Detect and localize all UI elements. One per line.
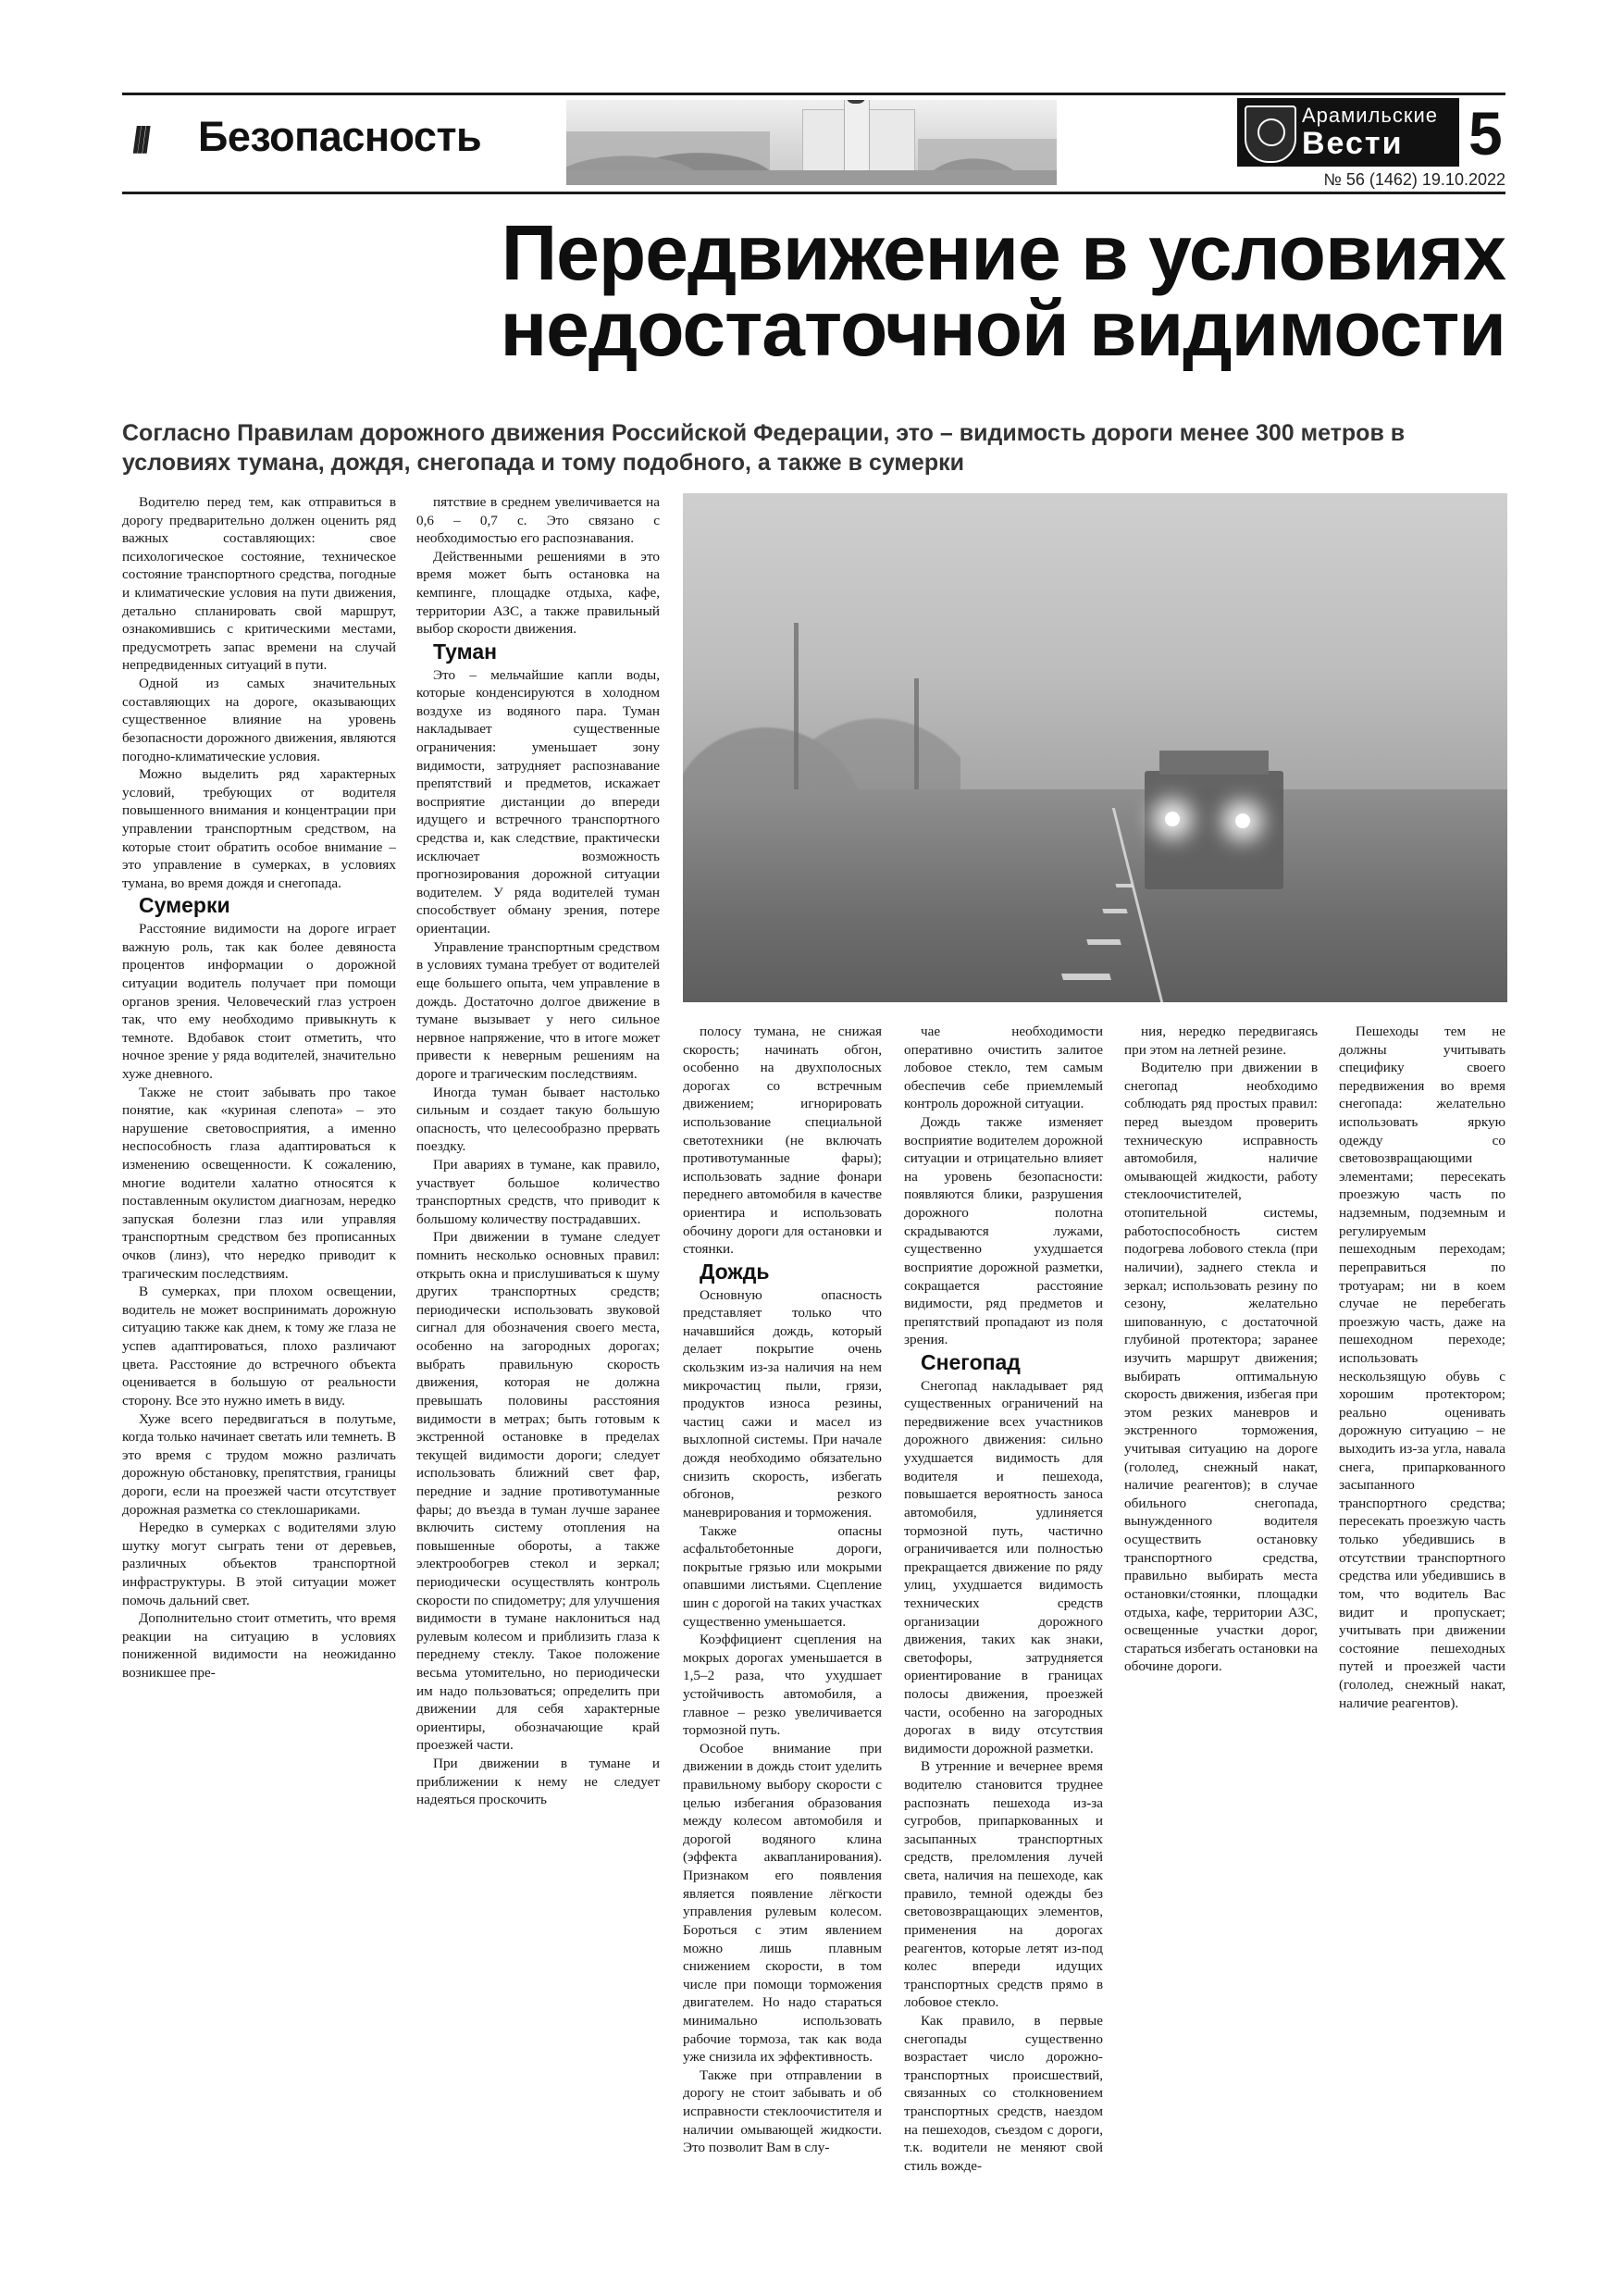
header-rule-top — [122, 93, 1505, 95]
header-rule-bottom — [122, 192, 1505, 194]
paragraph: При движении в тумане и приближении к нему не следует надеяться проскочить — [416, 1756, 660, 1808]
paragraph: Можно выделить ряд характерных условий, требующих от водителя повышенного внимания и концентрации при управлении транспортным средством, на которые стоит обратить особое внимание – это управление в сумерках, в условиях тумана, во время дождя и снегопада. — [122, 766, 396, 891]
masthead-logo — [1237, 98, 1459, 167]
page-header — [122, 93, 1505, 194]
paragraph: ния, нередко передвигаясь при этом на летней резине. — [1124, 1024, 1318, 1058]
standfirst: Согласно Правилам дорожного движения Российской Федерации, это – видимость дороги менее 300 метров в условиях тумана, дождя, снегопада и тому подобного, а также в сумерки — [122, 420, 1406, 476]
text-column-4 — [904, 1023, 1103, 2175]
paragraph: В утренние и вечернее время водителю становится труднее распознать пешехода из-за сугробов, припаркованных и засыпанных транспортных средств, преломления лучей света, наличия на пешеходе, как правило, темной одежды без световозвращающих элементов, применения на дорогах реагентов, которые летят из-под колес впереди идущих транспортных средств прямо в лобовое стекло. — [904, 1758, 1103, 2011]
paragraph: Также при отправлении в дорогу не стоит забывать и об исправности стеклоочистителя и наличии омывающей жидкости. Это позволит Вам в слу- — [683, 2066, 882, 2156]
paragraph: Одной из самых значительных составляющих на дороге, оказывающих существенное влияние на уровень безопасности дорожного движения, являются погодно-климатические условия. — [122, 676, 396, 764]
paragraph: Управление транспортным средством в условиях тумана требует от водителей еще большего опыта, чем управление в дождь. Достаточно долгое движение в тумане вызывает у него сильное нервное напряжение, что в итоге может привести к неверным решениям на дороге и трагическим последствиям. — [416, 938, 660, 1082]
paragraph: чае необходимости оперативно очистить залитое лобовое стекло, тем самым обеспечив себе приемлемый контроль дорожной ситуации. — [904, 1024, 1103, 1112]
paragraph: Водителю перед тем, как отправиться в дорогу предварительно должен оценить ряд важных составляющих: свое психологическое состояние, техническое состояние транспортного средства, погодные и климатические условия на пути движения, детально спланировать свой маршрут, ознакомившись с критическими местами, предусмотреть запас времени на случай непредвиденных ситуаций в пути. — [122, 494, 396, 674]
text-column-3 — [683, 1023, 882, 2157]
headline-line-2: недостаточной видимости — [500, 285, 1505, 373]
text-column-5 — [1124, 1023, 1318, 1676]
paragraph: В сумерках, при плохом освещении, водитель не может воспринимать дорожную ситуацию также как днем, к тому же глаза не успев адаптироваться, плохо различают цвета. Расстояние до встречного объекта оценивается в большую от реальности сторону. Все это нужно иметь в виду. — [122, 1284, 396, 1409]
text-column-1 — [122, 493, 396, 1682]
headline-line-1: Передвижение в условиях — [501, 209, 1505, 296]
header-photo — [566, 100, 1057, 185]
paragraph: Также опасны асфальтобетонные дороги, покрытые грязью или мокрыми опавшими листьями. Сцепление шин с дорогой на таких участках существенно уменьшается. — [683, 1522, 882, 1630]
page-title — [122, 209, 1505, 373]
paragraph: Особое внимание при движении в дождь стоит уделить правильному выбору скорости с целью избегания образования между колесом автомобиля и дорогой водяного клина (эффекта аквапланирования). Признаком его появления является появление лёгкости управления рулевым колесом. Бороться с этим явлением можно лишь плавным снижением скорости, в том числе при помощи торможения двигателем. Но надо стараться минимально использовать рабочие тормоза, так как вода уже снизила их эффективность. — [683, 1740, 882, 2066]
paragraph: Коэффициент сцепления на мокрых дорогах уменьшается в 1,5–2 раза, что ухудшает устойчивость автомобиля, а главное – резко увеличивается тормозной путь. — [683, 1632, 882, 1739]
subheading-snegopad: Снегопад — [921, 1349, 1021, 1374]
paragraph: Основную опасность представляет только что начавшийся дождь, который делает покрытие очень скользким из-за наличия на нем микрочастиц пыли, грязи, продуктов износа резины, частиц сажи и масел из выхлопной системы. При начале дождя необходимо обязательно снизить скорость, избегать обгонов, резкого маневрирования и торможения. — [683, 1286, 882, 1520]
subheading-tuman: Туман — [433, 639, 498, 664]
paragraph: Иногда туман бывает настолько сильным и создает такую большую опасность, что целесообразно прервать поездку. — [416, 1084, 660, 1155]
coat-of-arms-icon — [1245, 105, 1296, 163]
article-photo-fog-road — [683, 493, 1507, 1002]
subheading-dozhd: Дождь — [700, 1259, 770, 1284]
subheading-sumerki: Сумерки — [139, 893, 230, 918]
paragraph: Также не стоит забывать про такое понятие, как «куриная слепота» – это нарушение световосприятия, а именно неспособность глаза адаптироваться к изменению освещенности. К сожалению, многие водители халатно относятся к поставленным окулистом диагнозам, нередко запуская болезни глаз или управляя транспортным средством без прописанных очков (линз), что нередко приводит к трагическим последствиям. — [122, 1084, 396, 1282]
masthead-line1: Арамильские — [1302, 104, 1439, 127]
masthead-line2: Вести — [1302, 126, 1404, 161]
paragraph: Снегопад накладывает ряд существенных ограничений на передвижение всех участников дорожного движения: сильно ухудшается видимость для водителя и пешехода, повышается вероятность заноса автомобиля, удлиняется тормозной путь, частично ограничивается или полностью прекращается движение по ряду улиц, ухудшается видимость технических средств организации дорожного движения, таких как знаки, светофоры, затрудняется ориентирование в границах полосы движения, проезжей части, особенно на загородных дорогах в виду отсутствия видимости дорожной разметки. — [904, 1377, 1103, 1756]
page-number: 5 — [1468, 99, 1503, 168]
paragraph: Хуже всего передвигаться в полутьме, когда только начинает светать или темнеть. В это время с трудом можно различать дорожную обстановку, препятствия, границы дороги, если на проезжей части отсутствует дорожная разметка со стеклошариками. — [122, 1410, 396, 1518]
slash-decor-icon: \\\ — [125, 120, 153, 161]
text-column-2 — [416, 493, 660, 1809]
text-column-6 — [1339, 1023, 1505, 1712]
paragraph: Дополнительно стоит отметить, что время реакции на ситуацию в условиях пониженной видимости на неожиданно возникшее пре- — [122, 1610, 396, 1682]
paragraph: Действенными решениями в это время может быть остановка на кемпинге, площадке отдыха, кафе, территории АЗС, а также правильный выбор скорости движения. — [416, 548, 660, 638]
paragraph: Водителю при движении в снегопад необходимо соблюдать ряд простых правил: перед выездом проверить техническую исправность автомобиля, наличие омывающей жидкости, работу стеклоочистителей, отопительной системы, работоспособность систем подогрева лобового стекла (при наличии), заднего стекла и зеркал; использовать резину по сезону, желательно шипованную, с достаточной глубиной протектора; заранее изучить маршрут движения; выбирать оптимальную скорость движения, избегая при этом резких маневров и экстренного торможения, учитывая ситуацию на дороге (гололед, снежный накат, наличие реагентов); в случае обильного снегопада, вынужденного водителя осуществить остановку транспортного средства, правильно выбирать места остановки/стоянки, площадки отдыха, кафе, территории АЗС, освещенные участки дорог, стараться избегать остановки на обочине дороги. — [1124, 1060, 1319, 1675]
paragraph: Расстояние видимости на дороге играет важную роль, так как более девяноста процентов информации о дорожной ситуации водитель получает при помощи органов зрения. Человеческий глаз устроен так, что ему необходимо привыкнуть к темноте. Вдобавок стоит отметить, что ночное зрение у ряда водителей, значительно хуже дневного. — [122, 921, 396, 1082]
paragraph: Нередко в сумерках с водителями злую шутку могут сыграть тени от деревьев, различных объектов транспортной инфраструктуры. В этой ситуации может помочь дальний свет. — [122, 1520, 396, 1608]
paragraph: При авариях в тумане, как правило, участвует большое количество транспортных средств, что приводит к большому количеству пострадавших. — [416, 1156, 660, 1227]
issue-info: № 56 (1462) 19.10.2022 — [1323, 170, 1505, 189]
paragraph: пятствие в среднем увеличивается на 0,6 – 0,7 с. Это связано с необходимостью его распознавания. — [416, 494, 660, 547]
paragraph: Дождь также изменяет восприятие водителем дорожной ситуации и отрицательно влияет на уровень безопасности: появляются блики, разрушения дорожного полотна скрадываются лужами, существенно ухудшается восприятие дорожной разметки, сокращается расстояние видимости, ряд предметов и препятствий пропадают из поля зрения. — [904, 1114, 1103, 1348]
section-title: Безопасность — [198, 113, 482, 160]
paragraph: полосу тумана, не снижая скорость; начинать обгон, особенно на двухполосных дорогах со встречным движением; игнорировать использование специальной светотехники (не включать противотуманные фары); использовать задние фонари переднего автомобиля в качестве ориентира и использовать обочину дороги для остановки и стоянки. — [683, 1024, 882, 1258]
paragraph: При движении в тумане следует помнить несколько основных правил: открыть окна и прислушиваться к шуму других транспортных средств; периодически использовать звуковой сигнал для обозначения своего места, особенно на загородных дорогах; выбрать правильную скорость движения, которая не должна превышать половины расстояния видимости в метрах; быть готовым к экстренной остановке в пределах текущей видимости дороги; следует использовать ближний свет фар, передние и задние противотуманные фары; до въезда в туман лучше заранее включить систему отопления на повышенные обороты, а также электрообогрев стекол и зеркал; периодически осуществлять контроль скорости по спидометру; для улучшения видимости в тумане наклониться над рулевым колесом и приблизить глаза к переднему стеклу. Такое положение весьма утомительно, но периодически им надо пользоваться; определить при движении для себя характерные ориентиры, обозначающие край проезжей части. — [416, 1229, 660, 1754]
paragraph: Как правило, в первые снегопады существенно возрастает число дорожно-транспортных происшествий, связанных со столкновением транспортных средств, наездом на пешеходов, съездом с дороги, т.к. водители не меняют свой стиль вожде- — [904, 2012, 1103, 2174]
paragraph: Пешеходы тем не должны учитывать специфику своего передвижения во время снегопада: желательно использовать яркую одежду со световозвращающими элементами; пересекать проезжую часть по надземным, подземным и регулируемым пешеходным переходам; переправиться по тротуарам; ни в коем случае не перебегать проезжую часть, даже на пешеходном переходе; использовать нескользящую обувь с хорошим протектором; реально оценивать дорожную ситуацию – не выходить из-за угла, навала снега, припаркованного засыпанного транспортного средства; пересекать проезжую часть только убедившись в отсутствии транспортного средства или убедившись в том, что водитель Вас видит и пропускает; учитывать при движении состояние пешеходных путей и проезжей части (гололед, снежный накат, наличие реагентов). — [1339, 1024, 1505, 1711]
paragraph: Это – мельчайшие капли воды, которые конденсируются в холодном воздухе из водяного пара. Туман накладывает существенные ограничения: уменьшает зону видимости, затрудняет распознавание препятствий и предметов, искажает восприятие дистанции до впереди идущего и встречного транспортного средства и, как следствие, практически исключает возможность прогнозирования дорожной ситуации водителем. У ряда водителей туман способствует обману зрения, потере ориентации. — [416, 666, 660, 937]
